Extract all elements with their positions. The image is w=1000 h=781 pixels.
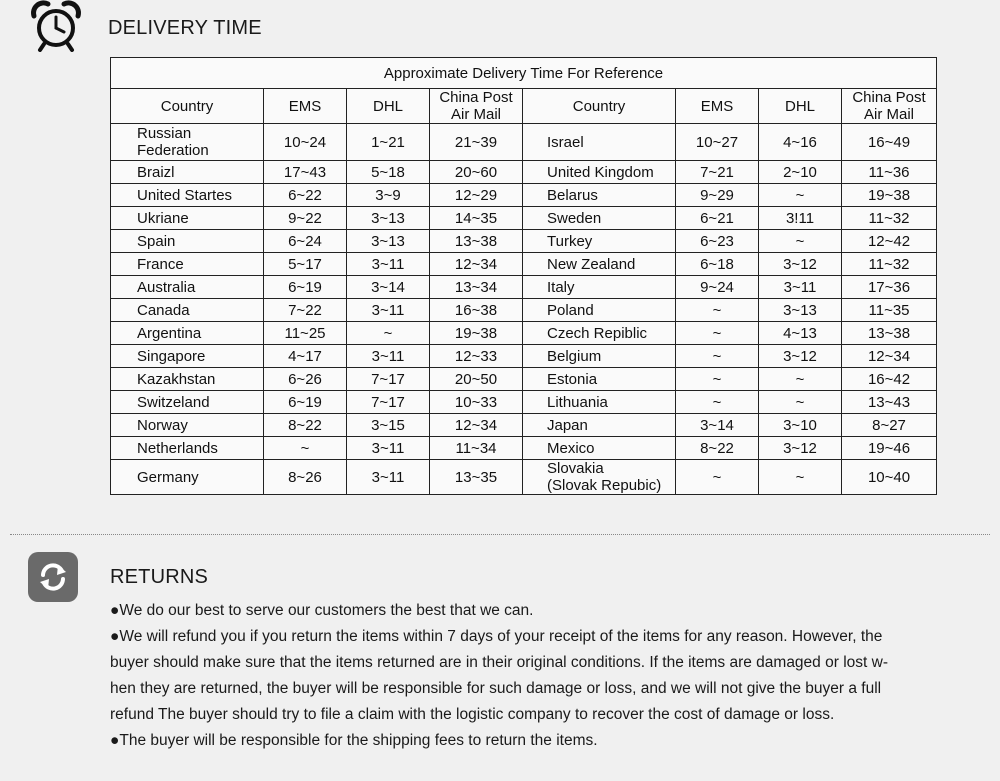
returns-section-header <box>28 552 208 602</box>
delivery-days-cell: 10~24 <box>264 124 347 161</box>
country-cell: United Startes <box>111 184 264 207</box>
column-header: Country <box>111 89 264 124</box>
table-row <box>111 253 937 276</box>
returns-line: buyer should make sure that the items returned are in their original conditions. If the items are damaged or lost w- <box>110 654 888 671</box>
delivery-days-cell: 13~38 <box>842 322 937 345</box>
returns-line: ●We will refund you if you return the items within 7 days of your receipt of the items for any reason. However, the <box>110 628 883 645</box>
delivery-days-cell: 12~29 <box>430 184 523 207</box>
country-cell: Spain <box>111 230 264 253</box>
delivery-days-cell: 19~38 <box>430 322 523 345</box>
table-row <box>111 161 937 184</box>
delivery-days-cell: 19~38 <box>842 184 937 207</box>
country-cell: Japan <box>523 414 676 437</box>
delivery-days-cell: 4~16 <box>759 124 842 161</box>
delivery-days-cell: 6~19 <box>264 276 347 299</box>
delivery-days-cell: 9~24 <box>676 276 759 299</box>
delivery-days-cell: 9~29 <box>676 184 759 207</box>
table-header-row <box>111 89 937 124</box>
country-cell: United Kingdom <box>523 161 676 184</box>
country-cell: Russian Federation <box>111 124 264 161</box>
delivery-days-cell: 5~17 <box>264 253 347 276</box>
delivery-days-cell: 7~21 <box>676 161 759 184</box>
country-cell: Czech Repiblic <box>523 322 676 345</box>
delivery-days-cell: ~ <box>759 184 842 207</box>
delivery-days-cell: 4~17 <box>264 345 347 368</box>
delivery-days-cell: 19~46 <box>842 437 937 460</box>
country-cell: Singapore <box>111 345 264 368</box>
delivery-days-cell: 9~22 <box>264 207 347 230</box>
country-cell: Kazakhstan <box>111 368 264 391</box>
delivery-days-cell: 11~32 <box>842 207 937 230</box>
delivery-days-cell: 6~23 <box>676 230 759 253</box>
delivery-days-cell: 16~42 <box>842 368 937 391</box>
delivery-days-cell: 14~35 <box>430 207 523 230</box>
country-cell: Braizl <box>111 161 264 184</box>
delivery-days-cell: ~ <box>676 322 759 345</box>
delivery-days-cell: 3~11 <box>347 437 430 460</box>
column-header: DHL <box>759 89 842 124</box>
delivery-days-cell: 11~32 <box>842 253 937 276</box>
country-cell: Switzeland <box>111 391 264 414</box>
delivery-days-cell: 3~10 <box>759 414 842 437</box>
delivery-days-cell: 11~34 <box>430 437 523 460</box>
delivery-days-cell: 7~17 <box>347 368 430 391</box>
country-cell: New Zealand <box>523 253 676 276</box>
delivery-days-cell: 5~18 <box>347 161 430 184</box>
delivery-days-cell: 13~35 <box>430 460 523 495</box>
delivery-days-cell: 6~22 <box>264 184 347 207</box>
delivery-days-cell: 12~34 <box>430 414 523 437</box>
country-cell: Israel <box>523 124 676 161</box>
delivery-days-cell: 3~11 <box>347 299 430 322</box>
country-cell: Poland <box>523 299 676 322</box>
country-cell: Italy <box>523 276 676 299</box>
table-row <box>111 368 937 391</box>
country-cell: Ukriane <box>111 207 264 230</box>
country-cell: Turkey <box>523 230 676 253</box>
column-header: DHL <box>347 89 430 124</box>
delivery-days-cell: ~ <box>676 460 759 495</box>
table-body <box>111 124 937 495</box>
delivery-days-cell: 12~34 <box>430 253 523 276</box>
delivery-days-cell: 1~21 <box>347 124 430 161</box>
delivery-days-cell: 17~43 <box>264 161 347 184</box>
delivery-days-cell: ~ <box>676 299 759 322</box>
table-caption: Approximate Delivery Time For Reference <box>111 58 937 89</box>
table-row <box>111 460 937 495</box>
delivery-days-cell: 3~11 <box>759 276 842 299</box>
delivery-days-cell: 8~22 <box>264 414 347 437</box>
delivery-days-cell: 8~27 <box>842 414 937 437</box>
delivery-days-cell: 10~40 <box>842 460 937 495</box>
delivery-days-cell: 13~34 <box>430 276 523 299</box>
delivery-section-header <box>28 0 262 52</box>
alarm-clock-icon <box>28 0 84 52</box>
delivery-days-cell: 6~21 <box>676 207 759 230</box>
returns-policy-text <box>110 598 970 754</box>
country-cell: Slovakia (Slovak Repubic) <box>523 460 676 495</box>
table-row <box>111 414 937 437</box>
table-row <box>111 299 937 322</box>
delivery-days-cell: 6~19 <box>264 391 347 414</box>
delivery-days-cell: 11~25 <box>264 322 347 345</box>
delivery-days-cell: 3~12 <box>759 253 842 276</box>
delivery-days-cell: 20~60 <box>430 161 523 184</box>
delivery-days-cell: ~ <box>759 391 842 414</box>
delivery-days-cell: ~ <box>264 437 347 460</box>
delivery-days-cell: 3~13 <box>759 299 842 322</box>
returns-line: ●We do our best to serve our customers the best that we can. <box>110 602 534 619</box>
delivery-days-cell: 3~14 <box>676 414 759 437</box>
country-cell: Belgium <box>523 345 676 368</box>
delivery-days-cell: 3~11 <box>347 345 430 368</box>
delivery-days-cell: 3~9 <box>347 184 430 207</box>
delivery-title: DELIVERY TIME <box>108 16 262 39</box>
delivery-days-cell: ~ <box>759 368 842 391</box>
delivery-days-cell: 3!11 <box>759 207 842 230</box>
returns-line: refund The buyer should try to file a claim with the logistic company to recover the cost of damage or loss. <box>110 706 835 723</box>
delivery-days-cell: 10~27 <box>676 124 759 161</box>
table-row <box>111 391 937 414</box>
delivery-days-cell: 10~33 <box>430 391 523 414</box>
delivery-days-cell: ~ <box>676 391 759 414</box>
delivery-days-cell: 3~13 <box>347 230 430 253</box>
table-row <box>111 345 937 368</box>
delivery-days-cell: 11~35 <box>842 299 937 322</box>
delivery-days-cell: 3~11 <box>347 460 430 495</box>
delivery-days-cell: 3~14 <box>347 276 430 299</box>
delivery-days-cell: 3~12 <box>759 437 842 460</box>
table-row <box>111 437 937 460</box>
country-cell: France <box>111 253 264 276</box>
delivery-days-cell: 8~26 <box>264 460 347 495</box>
refresh-icon <box>28 552 78 602</box>
delivery-days-cell: 2~10 <box>759 161 842 184</box>
table-row <box>111 124 937 161</box>
delivery-days-cell: 3~15 <box>347 414 430 437</box>
delivery-days-cell: 7~17 <box>347 391 430 414</box>
delivery-days-cell: 17~36 <box>842 276 937 299</box>
delivery-days-cell: 6~18 <box>676 253 759 276</box>
country-cell: Germany <box>111 460 264 495</box>
column-header: China Post Air Mail <box>430 89 523 124</box>
returns-line: ●The buyer will be responsible for the shipping fees to return the items. <box>110 732 598 749</box>
table-row <box>111 230 937 253</box>
returns-line: hen they are returned, the buyer will be responsible for such damage or loss, and we will not give the buyer a full <box>110 680 882 697</box>
table-row <box>111 207 937 230</box>
delivery-days-cell: 13~38 <box>430 230 523 253</box>
delivery-days-cell: 3~11 <box>347 253 430 276</box>
column-header: EMS <box>264 89 347 124</box>
delivery-days-cell: ~ <box>759 460 842 495</box>
table-row <box>111 276 937 299</box>
country-cell: Mexico <box>523 437 676 460</box>
delivery-days-cell: 12~33 <box>430 345 523 368</box>
delivery-days-cell: 6~24 <box>264 230 347 253</box>
table-row <box>111 184 937 207</box>
section-divider <box>10 534 990 535</box>
table-row <box>111 322 937 345</box>
country-cell: Argentina <box>111 322 264 345</box>
delivery-days-cell: 6~26 <box>264 368 347 391</box>
delivery-days-cell: 3~12 <box>759 345 842 368</box>
delivery-days-cell: 16~38 <box>430 299 523 322</box>
delivery-days-cell: ~ <box>759 230 842 253</box>
delivery-days-cell: 16~49 <box>842 124 937 161</box>
country-cell: Estonia <box>523 368 676 391</box>
delivery-days-cell: 8~22 <box>676 437 759 460</box>
delivery-days-cell: 3~13 <box>347 207 430 230</box>
returns-title: RETURNS <box>110 565 209 588</box>
country-cell: Australia <box>111 276 264 299</box>
delivery-time-table <box>110 57 937 495</box>
column-header: China Post Air Mail <box>842 89 937 124</box>
delivery-days-cell: 12~42 <box>842 230 937 253</box>
delivery-days-cell: ~ <box>676 368 759 391</box>
column-header: Country <box>523 89 676 124</box>
country-cell: Canada <box>111 299 264 322</box>
delivery-days-cell: 12~34 <box>842 345 937 368</box>
delivery-days-cell: ~ <box>676 345 759 368</box>
delivery-days-cell: 4~13 <box>759 322 842 345</box>
country-cell: Lithuania <box>523 391 676 414</box>
column-header: EMS <box>676 89 759 124</box>
delivery-days-cell: 21~39 <box>430 124 523 161</box>
country-cell: Belarus <box>523 184 676 207</box>
delivery-days-cell: 20~50 <box>430 368 523 391</box>
delivery-days-cell: 7~22 <box>264 299 347 322</box>
delivery-days-cell: 13~43 <box>842 391 937 414</box>
country-cell: Norway <box>111 414 264 437</box>
delivery-days-cell: 11~36 <box>842 161 937 184</box>
country-cell: Sweden <box>523 207 676 230</box>
country-cell: Netherlands <box>111 437 264 460</box>
delivery-days-cell: ~ <box>347 322 430 345</box>
